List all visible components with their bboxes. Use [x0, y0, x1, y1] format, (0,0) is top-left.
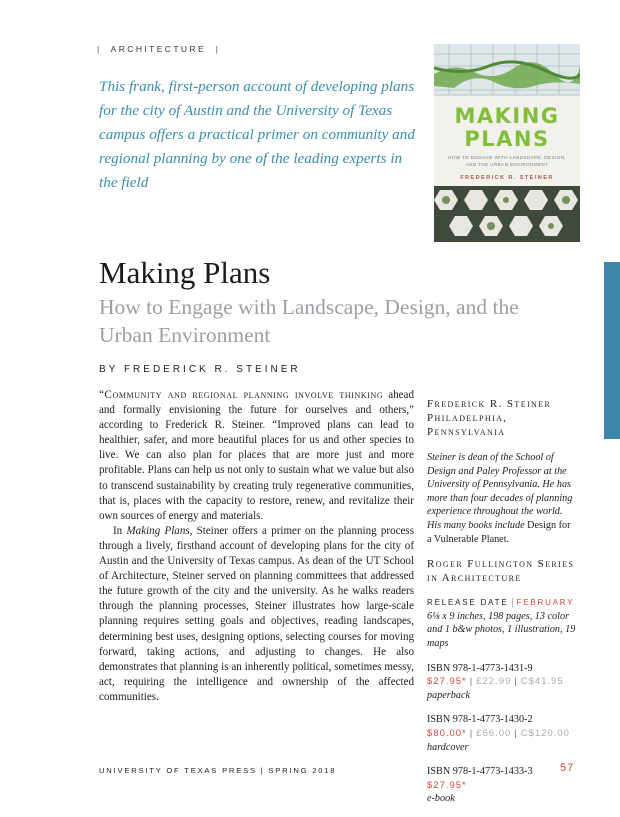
price-line: [427, 675, 577, 689]
side-color-tab: [604, 262, 620, 439]
price-uk: £22.99: [476, 676, 512, 688]
divider-bar: |: [97, 44, 102, 54]
paragraph-lead: “Community and regional planning involve thinking: [99, 389, 384, 401]
info-sidebar: [427, 397, 577, 817]
edition-block: [427, 662, 577, 703]
price-us: $27.95*: [427, 676, 467, 688]
price-us: $80.00*: [427, 727, 467, 739]
divider-bar: |: [469, 676, 474, 688]
release-month: FEBRUARY: [516, 598, 575, 608]
book-cover-image: [434, 44, 580, 242]
author-block: [427, 397, 577, 546]
cover-title-line1: MAKING: [454, 104, 560, 128]
footer-publisher: UNIVERSITY OF TEXAS PRESS | SPRING 2018: [99, 766, 337, 775]
paragraph-text: In: [113, 524, 127, 537]
price-line: [427, 727, 577, 741]
isbn: ISBN 978-1-4773-1433-3: [427, 766, 533, 778]
author-bio: Steiner is dean of the School of Design and Paley Professor at the University of Pennsylvania. He has more than four decades of planning experience throughout the world. His many books include Design for a Vulnerable Planet.: [427, 452, 573, 545]
author-location: Philadelphia, Pennsylvania: [427, 412, 508, 438]
divider-bar: |: [514, 727, 518, 739]
description-body: [99, 388, 414, 705]
section-category: [97, 44, 220, 54]
price-ca: C$120.00: [520, 727, 570, 739]
release-label: RELEASE DATE: [427, 598, 509, 608]
release-block: [427, 596, 577, 650]
divider-bar: |: [511, 597, 514, 609]
edition-block: [427, 765, 577, 806]
cover-top-photo: [434, 44, 580, 96]
divider-bar: |: [514, 676, 518, 688]
author-name: Frederick R. Steiner: [427, 398, 552, 410]
cover-author: FREDERICK R. STEINER: [460, 175, 554, 181]
byline: BY FREDERICK R. STEINER: [99, 364, 301, 375]
paragraph: [99, 524, 414, 705]
paragraph: [99, 388, 414, 524]
category-label: ARCHITECTURE: [110, 44, 207, 54]
page-number: 57: [560, 762, 575, 774]
edition-format: paperback: [427, 689, 470, 701]
paragraph-text: ahead and formally envisioning the future for ourselves and others,” according to Frederick R. Steiner. “Improved plans can lead to healthier, safer, and more beautiful places for us and other species to live. We can also plan for places that are more just and more profitable. Plans can help us not only to sustain what we value but also to transcend sustainability by creating truly regenerative communities, that is, places with the capacity to restore, renew, and revitalize their own sources of energy and materials.: [99, 389, 414, 522]
cover-subtitle: HOW TO ENGAGE WITH LANDSCAPE, DESIGN, AND THE URBAN ENVIRONMENT: [447, 155, 566, 167]
price-ca: C$41.95: [520, 676, 564, 688]
edition-format: e-book: [427, 793, 455, 805]
book-subtitle: How to Engage with Landscape, Design, and the Urban Environment: [99, 295, 519, 347]
book-title: Making Plans: [99, 255, 271, 290]
book-title-inline: Making Plans: [126, 524, 190, 537]
price-line: [427, 779, 577, 793]
book-specs: 6⅛ x 9 inches, 198 pages, 13 color and 1 b&w photos, 1 illustration, 19 maps: [427, 610, 576, 649]
divider-bar: |: [469, 727, 474, 739]
edition-block: [427, 713, 577, 754]
price-us: $27.95*: [427, 779, 467, 791]
series-line: Roger Fullington Series: [427, 558, 575, 571]
isbn: ISBN 978-1-4773-1430-2: [427, 714, 533, 726]
divider-bar: |: [215, 44, 221, 54]
series-block: [427, 557, 577, 585]
cover-lattice-photo: [434, 186, 580, 242]
cover-title-line2: PLANS: [464, 127, 550, 151]
series-line: in Architecture: [427, 572, 522, 585]
paragraph-text: , Steiner offers a primer on the planning process through a lively, firsthand account of developing plans for the city of Austin and the University of Texas campus. As dean of the UT School of Architecture, Steiner served on planning committees that addressed the future growth of the city and the university. As he walks readers through the planning processes, Steiner illustrates how large-scale planning requires setting goals and objectives, reading landscapes, determining best uses, designing options, selecting courses for moving forward, taking actions, and adjusting to changes. He also demonstrates that planning is an inherently political, sometimes messy, act, requiring the intelligence and ownership of the affected communities.: [99, 524, 415, 703]
bio-book-title: Design for a Vulnerable Planet: [427, 519, 571, 545]
edition-format: hardcover: [427, 741, 469, 753]
tagline: This frank, first-person account of developing plans for the city of Austin and the University of Texas campus offers a practical primer on community and regional planning by one of the leading experts in the field: [99, 78, 415, 191]
isbn: ISBN 978-1-4773-1431-9: [427, 662, 533, 674]
price-uk: £66.00: [476, 727, 512, 739]
